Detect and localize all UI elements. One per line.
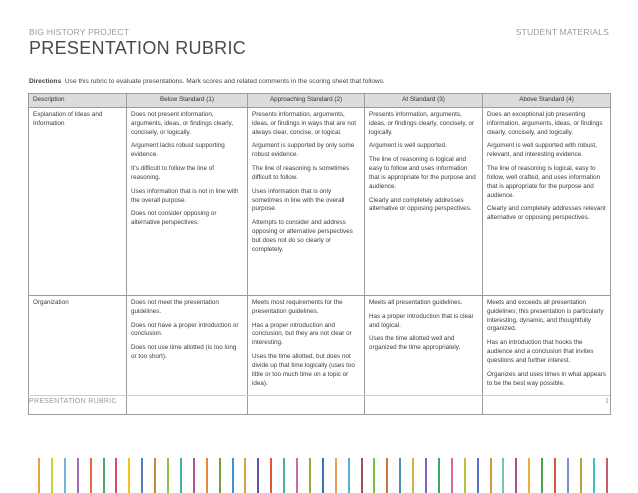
table-cell: [483, 108, 611, 296]
color-stripe: [541, 458, 543, 493]
cell-text: Uses information that is not in line with the overall purpose.: [131, 187, 239, 204]
page-title: PRESENTATION RUBRIC: [29, 38, 247, 58]
cell-text: Presents information, arguments, ideas, or findings in ways that are not always clear, concise, or logical.: [252, 111, 356, 136]
cell-text: Meets and exceeds all presentation guidelines; this presentation is particularly interesting, dynamic, and thoughtfully organized.: [487, 299, 604, 333]
color-stripe: [77, 458, 79, 493]
cell-text: The line of reasoning is logical and easy to follow and uses information that is appropriate for the purpose and audience.: [369, 156, 476, 190]
cell-text: It's difficult to follow the line of reasoning.: [131, 165, 214, 181]
color-stripe: [244, 458, 246, 493]
color-stripe: [580, 458, 582, 493]
table-cell: [365, 108, 483, 296]
color-stripe: [51, 458, 53, 493]
cell-text: Has a proper introduction and conclusion, but they are not clear or interesting.: [252, 321, 352, 347]
decorative-color-stripes: [38, 458, 618, 493]
row-description: Explanation of Ideas and Information: [29, 108, 127, 296]
color-stripe: [270, 458, 272, 493]
header-above-standard: Above Standard (4): [483, 94, 611, 108]
cell-text: Does an exceptional job presenting information, arguments, ideas, or findings clearly, concisely, and logically.: [487, 111, 603, 136]
color-stripe: [296, 458, 298, 493]
table-row: [29, 108, 611, 296]
table-row: [29, 296, 611, 415]
table-cell: [248, 296, 365, 415]
color-stripe: [38, 458, 40, 493]
color-stripe: [477, 458, 479, 493]
cell-text: Uses the time allotted, but does not divide up that time logically (uses too little or too much time on a topic or idea).: [252, 353, 355, 387]
cell-text: Argument is well supported.: [369, 142, 447, 150]
color-stripe: [348, 458, 350, 493]
cell-text: Does not consider opposing or alternative perspectives.: [131, 210, 217, 227]
table-cell: [248, 108, 365, 296]
cell-text: Organizes and uses times in what appears to be the best way possible.: [487, 370, 607, 387]
cell-text: Argument is supported by only some robust evidence.: [252, 142, 355, 159]
color-stripe: [528, 458, 530, 493]
cell-text: Attempts to consider and address opposing or alternative perspectives but does not do so clearly or completely.: [252, 219, 353, 253]
cell-text: Has a proper introduction that is clear and logical.: [369, 312, 474, 329]
color-stripe: [399, 458, 401, 493]
header-materials-label: STUDENT MATERIALS: [515, 27, 609, 37]
color-stripe: [103, 458, 105, 493]
color-stripe: [515, 458, 517, 493]
cell-text: Clearly and completely addresses relevant alternative or opposing perspectives.: [487, 205, 606, 222]
cell-text: Does not present information, arguments, ideas, or findings clearly, concisely, or logically.: [131, 111, 234, 136]
color-stripe: [167, 458, 169, 493]
directions: [29, 78, 385, 85]
color-stripe: [502, 458, 504, 493]
color-stripe: [309, 458, 311, 493]
cell-text: Meets all presentation guidelines.: [369, 299, 463, 306]
cell-text: Presents information, arguments, ideas, or findings clearly, concisely, or logically.: [369, 111, 475, 136]
page-number: 1: [605, 398, 609, 405]
color-stripe: [219, 458, 221, 493]
header-kicker: BIG HISTORY PROJECT: [29, 27, 130, 37]
cell-text: Uses information that is only sometimes in line with the overall purpose.: [252, 187, 345, 213]
footer-divider: [28, 395, 610, 396]
rubric-table: [28, 93, 611, 415]
header-description: Description: [29, 94, 127, 108]
color-stripe: [206, 458, 208, 493]
header-approaching-standard: Approaching Standard (2): [248, 94, 365, 108]
cell-text: Meets most requirements for the presentation guidelines.: [252, 299, 343, 315]
cell-text: Does not have a proper introduction or conclusion.: [131, 321, 239, 338]
color-stripe: [412, 458, 414, 493]
cell-text: The line of reasoning is logical, easy to follow, well crafted, and uses information that is appropriate for the purpose and audience.: [487, 165, 601, 199]
color-stripe: [361, 458, 363, 493]
cell-text: Does not use time allotted (is too long or too short).: [131, 344, 237, 361]
header-at-standard: At Standard (3): [365, 94, 483, 108]
table-header-row: [29, 94, 611, 108]
color-stripe: [90, 458, 92, 493]
color-stripe: [567, 458, 569, 493]
header-below-standard: Below Standard (1): [127, 94, 248, 108]
color-stripe: [115, 458, 117, 493]
directions-text: Use this rubric to evaluate presentations. Mark scores and related comments in the scoring sheet that follows.: [64, 78, 385, 85]
table-cell: [127, 108, 248, 296]
color-stripe: [154, 458, 156, 493]
row-description: Organization: [29, 296, 127, 415]
color-stripe: [257, 458, 259, 493]
color-stripe: [386, 458, 388, 493]
color-stripe: [425, 458, 427, 493]
cell-text: Does not meet the presentation guidelines.: [131, 299, 219, 315]
color-stripe: [373, 458, 375, 493]
color-stripe: [322, 458, 324, 493]
table-cell: [127, 296, 248, 415]
cell-text: Argument lacks robust supporting evidence.: [131, 142, 225, 159]
color-stripe: [128, 458, 130, 493]
color-stripe: [593, 458, 595, 493]
table-cell: [483, 296, 611, 415]
color-stripe: [64, 458, 66, 493]
color-stripe: [283, 458, 285, 493]
cell-text: Uses the time allotted well and organized the time appropriately.: [369, 335, 461, 352]
color-stripe: [180, 458, 182, 493]
cell-text: Clearly and completely addresses alternative or opposing perspectives.: [369, 196, 472, 213]
color-stripe: [451, 458, 453, 493]
color-stripe: [232, 458, 234, 493]
color-stripe: [554, 458, 556, 493]
color-stripe: [335, 458, 337, 493]
cell-text: Has an introduction that hooks the audience and a conclusion that invites questions and further interest.: [487, 339, 594, 364]
footer-label: PRESENTATION RUBRIC: [29, 398, 117, 405]
cell-text: Argument is well supported with robust, relevant, and interesting evidence.: [487, 142, 597, 159]
color-stripe: [141, 458, 143, 493]
directions-label: Directions: [29, 78, 62, 85]
table-cell: [365, 296, 483, 415]
color-stripe: [193, 458, 195, 493]
cell-text: The line of reasoning is sometimes difficult to follow.: [252, 165, 350, 181]
color-stripe: [438, 458, 440, 493]
color-stripe: [606, 458, 608, 493]
color-stripe: [490, 458, 492, 493]
color-stripe: [464, 458, 466, 493]
